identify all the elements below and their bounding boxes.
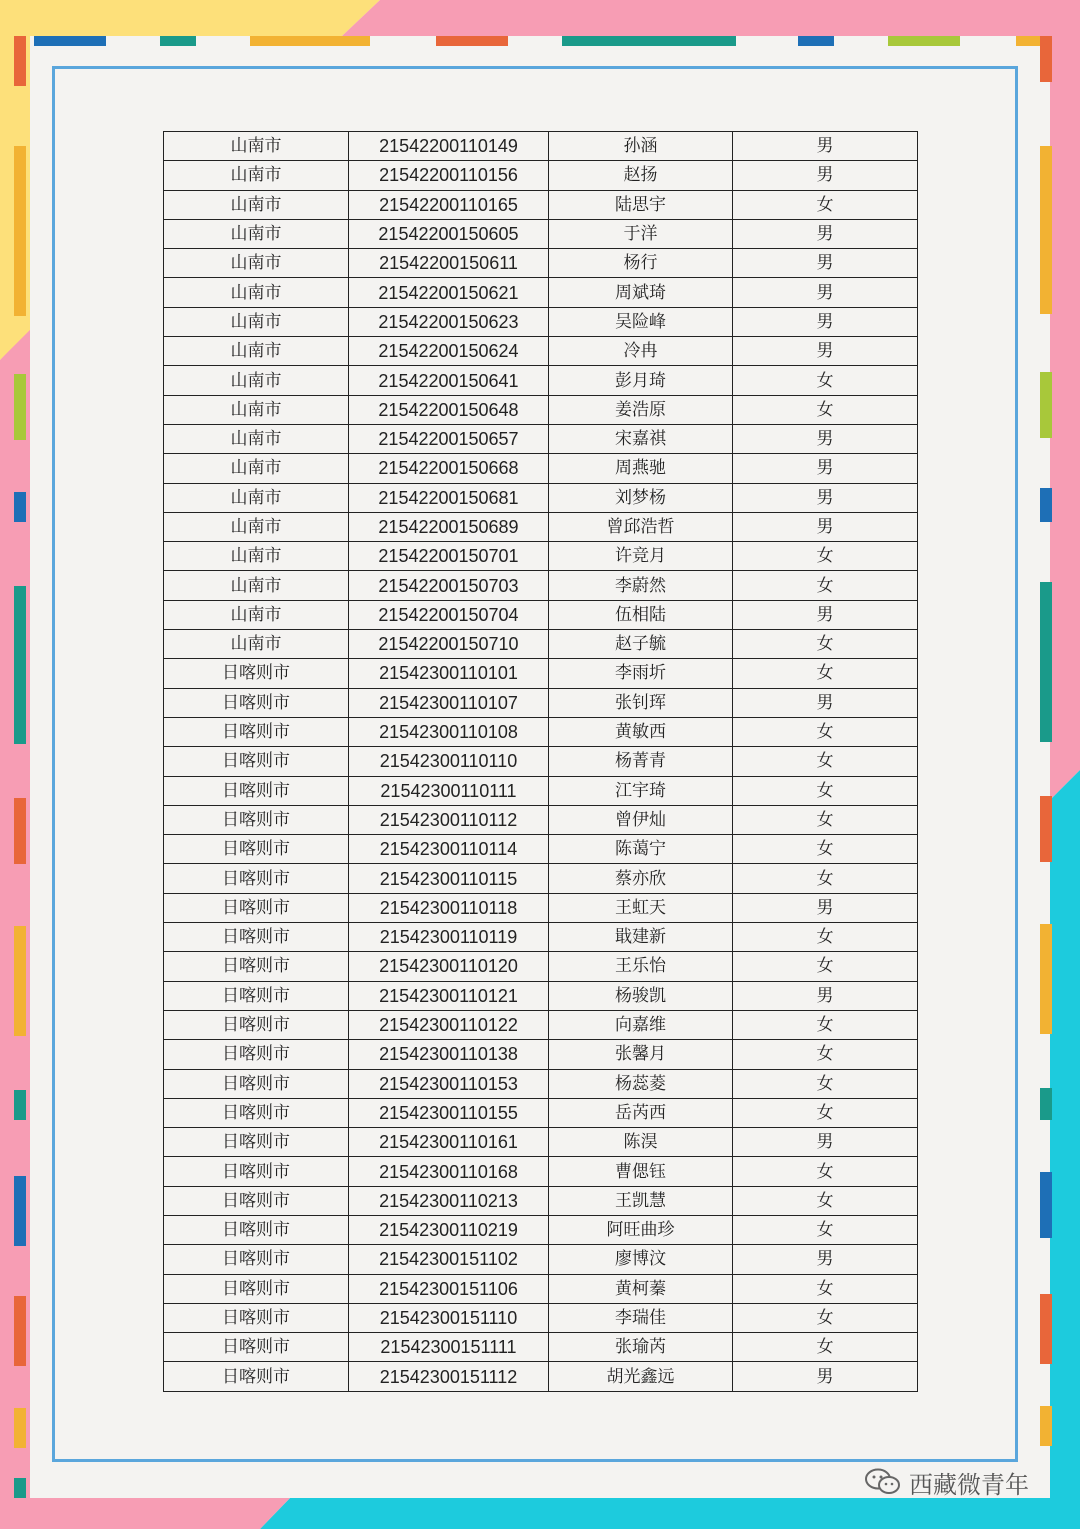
name-cell: 宋嘉祺	[549, 424, 733, 453]
exam-number-cell: 21542200150701	[349, 542, 549, 571]
exam-number-cell: 21542300110213	[349, 1186, 549, 1215]
table-row	[164, 1040, 918, 1069]
gender-cell: 男	[733, 600, 918, 629]
exam-number-cell: 21542300151110	[349, 1303, 549, 1332]
exam-number-cell: 21542300110115	[349, 864, 549, 893]
table-row	[164, 952, 918, 981]
gender-cell: 女	[733, 395, 918, 424]
city-cell: 日喀则市	[164, 688, 349, 717]
gender-cell: 男	[733, 1362, 918, 1391]
table-row	[164, 571, 918, 600]
gender-cell: 女	[733, 1215, 918, 1244]
table-row	[164, 454, 918, 483]
city-cell: 日喀则市	[164, 981, 349, 1010]
gender-cell: 女	[733, 1098, 918, 1127]
exam-number-cell: 21542200110156	[349, 161, 549, 190]
name-cell: 许竞月	[549, 542, 733, 571]
name-cell: 岳芮西	[549, 1098, 733, 1127]
name-cell: 黄敏西	[549, 717, 733, 746]
gender-cell: 女	[733, 542, 918, 571]
exam-number-cell: 21542200150689	[349, 512, 549, 541]
name-cell: 杨行	[549, 249, 733, 278]
exam-number-cell: 21542300110153	[349, 1069, 549, 1098]
table-row	[164, 1362, 918, 1391]
city-cell: 山南市	[164, 395, 349, 424]
gender-cell: 女	[733, 747, 918, 776]
table-row	[164, 161, 918, 190]
name-cell: 于洋	[549, 219, 733, 248]
city-cell: 日喀则市	[164, 1333, 349, 1362]
city-cell: 日喀则市	[164, 893, 349, 922]
exam-number-cell: 21542300110110	[349, 747, 549, 776]
city-cell: 日喀则市	[164, 659, 349, 688]
gender-cell: 男	[733, 307, 918, 336]
name-cell: 赵子毓	[549, 630, 733, 659]
table-row	[164, 512, 918, 541]
table-row	[164, 893, 918, 922]
name-cell: 姜浩原	[549, 395, 733, 424]
gender-cell: 女	[733, 1186, 918, 1215]
city-cell: 日喀则市	[164, 805, 349, 834]
name-cell: 陈淏	[549, 1128, 733, 1157]
table-row	[164, 1303, 918, 1332]
city-cell: 日喀则市	[164, 864, 349, 893]
gender-cell: 女	[733, 776, 918, 805]
exam-number-cell: 21542200150621	[349, 278, 549, 307]
city-cell: 山南市	[164, 190, 349, 219]
table-row	[164, 1157, 918, 1186]
gender-cell: 男	[733, 219, 918, 248]
table-row	[164, 1010, 918, 1039]
table-row	[164, 600, 918, 629]
city-cell: 日喀则市	[164, 1157, 349, 1186]
gender-cell: 男	[733, 1245, 918, 1274]
gender-cell: 男	[733, 424, 918, 453]
name-cell: 戢建新	[549, 923, 733, 952]
exam-number-cell: 21542200150657	[349, 424, 549, 453]
gender-cell: 女	[733, 1040, 918, 1069]
name-cell: 蔡亦欣	[549, 864, 733, 893]
table-row	[164, 1128, 918, 1157]
table-row	[164, 249, 918, 278]
name-cell: 廖博汶	[549, 1245, 733, 1274]
gender-cell: 女	[733, 923, 918, 952]
city-cell: 日喀则市	[164, 1303, 349, 1332]
watermark-text: 西藏微青年	[909, 1470, 1029, 1499]
exam-number-cell: 21542200150605	[349, 219, 549, 248]
city-cell: 日喀则市	[164, 1215, 349, 1244]
name-cell: 王凯慧	[549, 1186, 733, 1215]
exam-number-cell: 21542300110114	[349, 835, 549, 864]
city-cell: 日喀则市	[164, 1098, 349, 1127]
student-table-container	[163, 131, 917, 1392]
gender-cell: 女	[733, 805, 918, 834]
table-row	[164, 307, 918, 336]
table-row	[164, 542, 918, 571]
gender-cell: 女	[733, 659, 918, 688]
gender-cell: 女	[733, 1157, 918, 1186]
name-cell: 张馨月	[549, 1040, 733, 1069]
city-cell: 山南市	[164, 132, 349, 161]
city-cell: 日喀则市	[164, 747, 349, 776]
name-cell: 曾邱浩哲	[549, 512, 733, 541]
name-cell: 李瑞佳	[549, 1303, 733, 1332]
name-cell: 曹偲钰	[549, 1157, 733, 1186]
city-cell: 山南市	[164, 307, 349, 336]
exam-number-cell: 21542200110149	[349, 132, 549, 161]
city-cell: 日喀则市	[164, 717, 349, 746]
table-row	[164, 864, 918, 893]
table-row	[164, 1274, 918, 1303]
watermark	[865, 1462, 1029, 1502]
table-row	[164, 805, 918, 834]
table-row	[164, 366, 918, 395]
table-row	[164, 1098, 918, 1127]
city-cell: 日喀则市	[164, 776, 349, 805]
name-cell: 张钊珲	[549, 688, 733, 717]
exam-number-cell: 21542200150668	[349, 454, 549, 483]
exam-number-cell: 21542300110122	[349, 1010, 549, 1039]
table-row	[164, 1186, 918, 1215]
name-cell: 王虹天	[549, 893, 733, 922]
table-row	[164, 630, 918, 659]
gender-cell: 女	[733, 630, 918, 659]
exam-number-cell: 21542300110138	[349, 1040, 549, 1069]
table-row	[164, 278, 918, 307]
city-cell: 山南市	[164, 337, 349, 366]
exam-number-cell: 21542300110155	[349, 1098, 549, 1127]
exam-number-cell: 21542300110168	[349, 1157, 549, 1186]
table-row	[164, 688, 918, 717]
city-cell: 山南市	[164, 424, 349, 453]
exam-number-cell: 21542300110107	[349, 688, 549, 717]
name-cell: 赵扬	[549, 161, 733, 190]
gender-cell: 女	[733, 1069, 918, 1098]
gender-cell: 男	[733, 132, 918, 161]
table-row	[164, 1245, 918, 1274]
name-cell: 李蔚然	[549, 571, 733, 600]
gender-cell: 男	[733, 1128, 918, 1157]
name-cell: 黄柯蓁	[549, 1274, 733, 1303]
exam-number-cell: 21542300110120	[349, 952, 549, 981]
exam-number-cell: 21542200150641	[349, 366, 549, 395]
exam-number-cell: 21542300110119	[349, 923, 549, 952]
table-row	[164, 747, 918, 776]
city-cell: 日喀则市	[164, 1128, 349, 1157]
exam-number-cell: 21542200150681	[349, 483, 549, 512]
gender-cell: 女	[733, 1010, 918, 1039]
city-cell: 日喀则市	[164, 1274, 349, 1303]
name-cell: 曾伊灿	[549, 805, 733, 834]
exam-number-cell: 21542300151112	[349, 1362, 549, 1391]
table-row	[164, 1069, 918, 1098]
exam-number-cell: 21542300110112	[349, 805, 549, 834]
exam-number-cell: 21542300110118	[349, 893, 549, 922]
name-cell: 李雨圻	[549, 659, 733, 688]
gender-cell: 男	[733, 337, 918, 366]
name-cell: 杨菁青	[549, 747, 733, 776]
name-cell: 冷冉	[549, 337, 733, 366]
city-cell: 山南市	[164, 571, 349, 600]
city-cell: 日喀则市	[164, 952, 349, 981]
table-row	[164, 1333, 918, 1362]
name-cell: 杨骏凯	[549, 981, 733, 1010]
name-cell: 杨蕊菱	[549, 1069, 733, 1098]
gender-cell: 男	[733, 512, 918, 541]
city-cell: 山南市	[164, 542, 349, 571]
name-cell: 江宇琦	[549, 776, 733, 805]
exam-number-cell: 21542200150704	[349, 600, 549, 629]
table-row	[164, 395, 918, 424]
student-table-body	[164, 132, 918, 1392]
name-cell: 陈蔼宁	[549, 835, 733, 864]
name-cell: 周斌琦	[549, 278, 733, 307]
gender-cell: 女	[733, 366, 918, 395]
table-row	[164, 659, 918, 688]
gender-cell: 女	[733, 835, 918, 864]
exam-number-cell: 21542200150648	[349, 395, 549, 424]
table-row	[164, 1215, 918, 1244]
gender-cell: 男	[733, 161, 918, 190]
gender-cell: 男	[733, 249, 918, 278]
table-row	[164, 835, 918, 864]
exam-number-cell: 21542300151102	[349, 1245, 549, 1274]
exam-number-cell: 21542200110165	[349, 190, 549, 219]
table-row	[164, 190, 918, 219]
table-row	[164, 424, 918, 453]
city-cell: 山南市	[164, 161, 349, 190]
city-cell: 日喀则市	[164, 1040, 349, 1069]
table-row	[164, 483, 918, 512]
city-cell: 山南市	[164, 454, 349, 483]
exam-number-cell: 21542300110219	[349, 1215, 549, 1244]
name-cell: 王乐怡	[549, 952, 733, 981]
city-cell: 山南市	[164, 483, 349, 512]
gender-cell: 男	[733, 278, 918, 307]
name-cell: 孙涵	[549, 132, 733, 161]
exam-number-cell: 21542300110161	[349, 1128, 549, 1157]
exam-number-cell: 21542300110121	[349, 981, 549, 1010]
gender-cell: 女	[733, 1274, 918, 1303]
city-cell: 山南市	[164, 512, 349, 541]
gender-cell: 女	[733, 864, 918, 893]
exam-number-cell: 21542200150703	[349, 571, 549, 600]
name-cell: 周燕驰	[549, 454, 733, 483]
city-cell: 山南市	[164, 366, 349, 395]
gender-cell: 男	[733, 483, 918, 512]
city-cell: 山南市	[164, 278, 349, 307]
exam-number-cell: 21542300110108	[349, 717, 549, 746]
table-row	[164, 132, 918, 161]
name-cell: 彭月琦	[549, 366, 733, 395]
city-cell: 山南市	[164, 249, 349, 278]
exam-number-cell: 21542300151106	[349, 1274, 549, 1303]
gender-cell: 男	[733, 454, 918, 483]
exam-number-cell: 21542200150710	[349, 630, 549, 659]
table-row	[164, 717, 918, 746]
table-row	[164, 776, 918, 805]
table-row	[164, 981, 918, 1010]
wechat-icon	[865, 1468, 901, 1496]
gender-cell: 女	[733, 190, 918, 219]
exam-number-cell: 21542300110101	[349, 659, 549, 688]
name-cell: 刘梦杨	[549, 483, 733, 512]
gender-cell: 男	[733, 688, 918, 717]
city-cell: 日喀则市	[164, 923, 349, 952]
city-cell: 日喀则市	[164, 1245, 349, 1274]
gender-cell: 男	[733, 893, 918, 922]
city-cell: 日喀则市	[164, 1362, 349, 1391]
name-cell: 陆思宇	[549, 190, 733, 219]
city-cell: 日喀则市	[164, 1069, 349, 1098]
city-cell: 山南市	[164, 600, 349, 629]
exam-number-cell: 21542300151111	[349, 1333, 549, 1362]
student-table	[163, 131, 918, 1392]
exam-number-cell: 21542200150623	[349, 307, 549, 336]
gender-cell: 女	[733, 952, 918, 981]
city-cell: 日喀则市	[164, 1010, 349, 1039]
name-cell: 向嘉维	[549, 1010, 733, 1039]
name-cell: 胡光鑫远	[549, 1362, 733, 1391]
name-cell: 伍相陆	[549, 600, 733, 629]
gender-cell: 女	[733, 717, 918, 746]
gender-cell: 女	[733, 1333, 918, 1362]
table-row	[164, 219, 918, 248]
name-cell: 吴险峰	[549, 307, 733, 336]
name-cell: 阿旺曲珍	[549, 1215, 733, 1244]
exam-number-cell: 21542300110111	[349, 776, 549, 805]
name-cell: 张瑜芮	[549, 1333, 733, 1362]
table-row	[164, 923, 918, 952]
exam-number-cell: 21542200150624	[349, 337, 549, 366]
city-cell: 日喀则市	[164, 835, 349, 864]
city-cell: 日喀则市	[164, 1186, 349, 1215]
city-cell: 山南市	[164, 219, 349, 248]
exam-number-cell: 21542200150611	[349, 249, 549, 278]
table-row	[164, 337, 918, 366]
gender-cell: 女	[733, 1303, 918, 1332]
gender-cell: 女	[733, 571, 918, 600]
city-cell: 山南市	[164, 630, 349, 659]
gender-cell: 男	[733, 981, 918, 1010]
